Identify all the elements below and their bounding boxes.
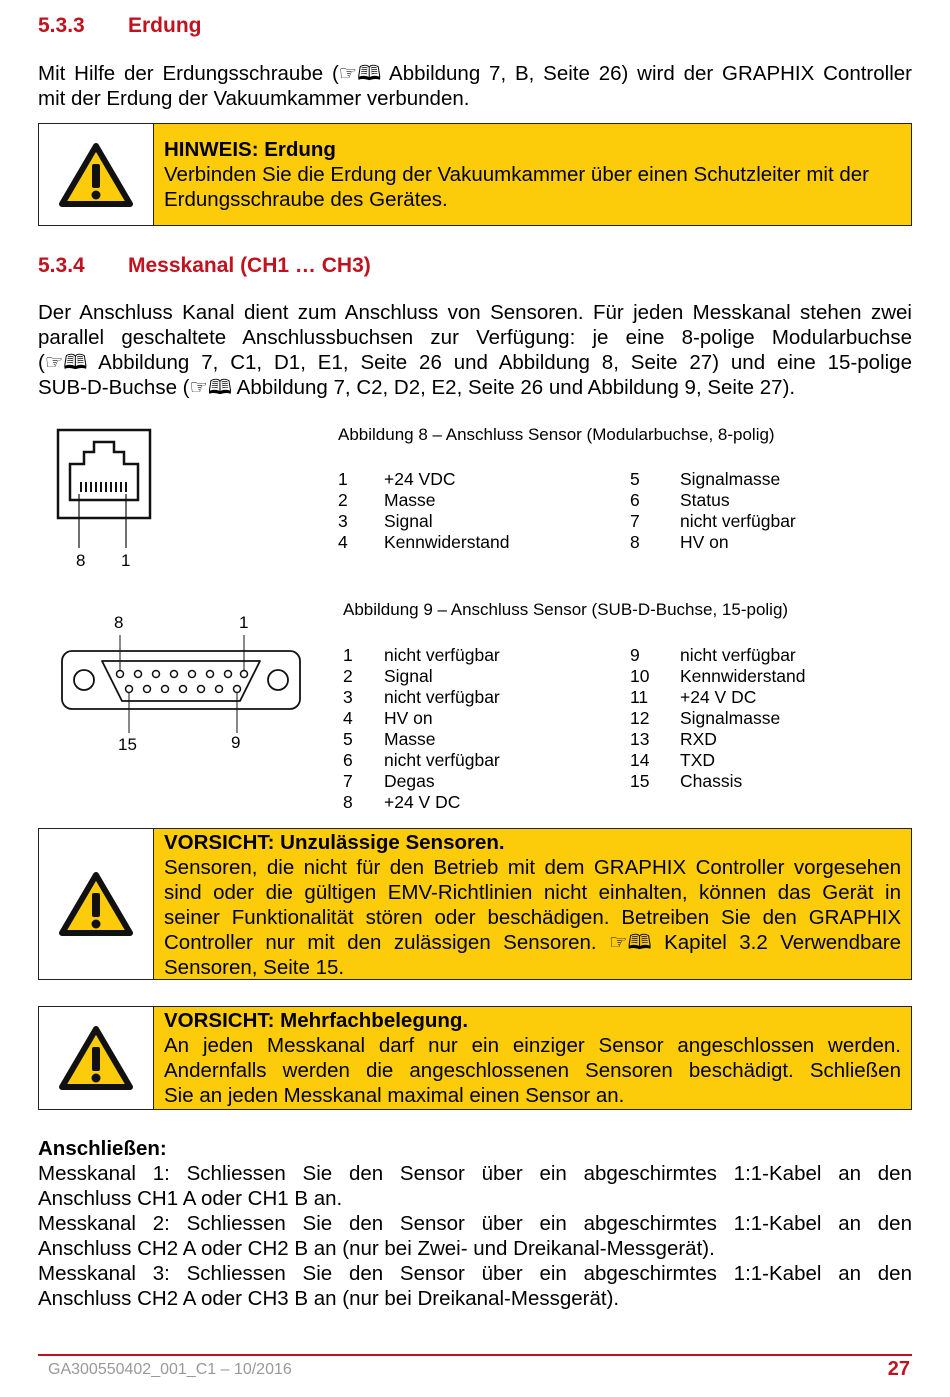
figure8-pins-right (630, 469, 890, 553)
list-item: 6 nicht verfügbar (343, 750, 500, 770)
list-item: 8 +24 V DC (343, 792, 461, 812)
warning-triangle-icon (59, 1025, 133, 1091)
list-item: 11 +24 V DC (630, 687, 757, 707)
channel-paragraph: Der Anschluss Kanal dient zum Anschluss von Sensoren. Für jeden Messkanal stehen zwei parallel geschaltete Anschlussbuchsen zur Verfügung: je eine 8-polige Modularbuchse (☞🕮 Abbildung 7, C1, D1, E1, Seite 26 und Abbildung 8, Seite 27) und eine 15-polige SUB-D-Buchse (☞🕮 Abbildung 7, C2, D2, E2, Seite 26 und Abbildung 9, Seite 27). (38, 301, 912, 399)
pin-label-1: 1 (239, 613, 249, 632)
list-item: 10 Kennwiderstand (630, 666, 806, 686)
list-item: 12 Signalmasse (630, 708, 781, 728)
section-title: Erdung (128, 14, 202, 37)
figure9-pins-right (630, 645, 890, 792)
list-item: 3 nicht verfügbar (343, 687, 500, 707)
section-number: 5.3.3 (38, 14, 85, 37)
list-item: 5 Masse (343, 729, 436, 749)
list-item: 7 nicht verfügbar (630, 511, 796, 531)
page-number: 27 (887, 1358, 910, 1380)
list-item: 7 Degas (343, 771, 435, 791)
list-item: 1 nicht verfügbar (343, 645, 500, 665)
list-item: 3 Signal (338, 511, 433, 531)
pointing-hand-book-icon: ☞🕮 (338, 62, 382, 85)
list-item: 9 nicht verfügbar (630, 645, 796, 665)
connect-title: Anschließen: (38, 1137, 167, 1160)
notice-body: Verbinden Sie die Erdung der Vakuumkammer über einen Schutzleiter mit der Erdungsschraube des Gerätes. (164, 163, 869, 211)
pointing-hand-book-icon: ☞🕮 (189, 376, 233, 399)
caution-multi-box: VORSICHT: Mehrfachbelegung. An jeden Messkanal darf nur ein einziger Sensor angeschlossen werden. Andernfalls werden die angeschlossenen Sensoren beschädigt. Schließen Sie an jeden Messkanal maximal einen Sensor an. (38, 1006, 912, 1110)
footer-divider (38, 1354, 912, 1356)
figure8-caption: Abbildung 8 – Anschluss Sensor (Modularbuchse, 8-polig) (338, 425, 775, 444)
list-item: 8 HV on (630, 532, 729, 552)
connect-section: Anschließen: Messkanal 1: Schliessen Sie den Sensor über ein abgeschirmtes 1:1-Kabel an den Anschluss CH1 A oder CH1 B an. Messkanal 2: Schliessen Sie den Sensor über ein abgeschirmtes 1:1-Kabel an den Anschluss CH2 A oder CH2 B an (nur bei Zwei- und Dreikanal-Messgerät). Messkanal 3: Schliessen Sie den Sensor über ein abgeschirmtes 1:1-Kabel an den Anschluss CH2 A oder CH3 B an (nur bei Dreikanal-Messgerät). (38, 1137, 912, 1310)
list-item: 6 Status (630, 490, 730, 510)
section-title: Messkanal (CH1 … CH3) (128, 254, 371, 277)
list-item: 1 +24 VDC (338, 469, 456, 489)
list-item: 13 RXD (630, 729, 717, 749)
pointing-hand-book-icon: ☞🕮 (44, 351, 88, 374)
subd-figure (50, 605, 310, 765)
list-item: 4 HV on (343, 708, 433, 728)
caution-sensors-box: VORSICHT: Unzulässige Sensoren. Sensoren, die nicht für den Betrieb mit dem GRAPHIX Controller vorgesehen sind oder die gültigen EMV-Richtlinien nicht einhalten, können das Gerät in seiner Funktionalität stören oder beschädigen. Betreiben Sie den GRAPHIX Controller nur mit den zulässigen Sensoren. ☞🕮 Kapitel 3.2 Verwendbare Sensoren, Seite 15. (38, 828, 912, 980)
pin-label-9: 9 (231, 733, 241, 752)
modular-jack-figure (48, 420, 168, 580)
list-item: 14 TXD (630, 750, 715, 770)
figure8-pins-left (338, 469, 598, 553)
pointing-hand-book-icon: ☞🕮 (609, 931, 652, 954)
pin-label-1: 1 (121, 551, 131, 570)
modular-jack-diagram (48, 420, 168, 550)
section-number: 5.3.4 (38, 254, 85, 277)
warning-triangle-icon (59, 871, 133, 937)
intro-paragraph: Mit Hilfe der Erdungsschraube (☞🕮 Abbildung 7, B, Seite 26) wird der GRAPHIX Controller mit der Erdung der Vakuumkammer verbunden. (38, 62, 912, 110)
list-item: 2 Signal (343, 666, 433, 686)
caution-title: VORSICHT: Unzulässige Sensoren. (164, 831, 505, 854)
notice-title: HINWEIS: Erdung (164, 138, 336, 161)
figure9-pins-left (343, 645, 603, 813)
list-item: 15 Chassis (630, 771, 743, 791)
list-item: 2 Masse (338, 490, 436, 510)
list-item: 4 Kennwiderstand (338, 532, 510, 552)
warning-triangle-icon (59, 142, 133, 208)
notice-ground-box (38, 123, 912, 226)
caution-title: VORSICHT: Mehrfachbelegung. (164, 1009, 469, 1032)
pin-label-8: 8 (76, 551, 86, 570)
pin-label-8: 8 (114, 613, 124, 632)
list-item: 5 Signalmasse (630, 469, 781, 489)
pin-label-15: 15 (118, 735, 137, 754)
subd-connector-diagram (50, 605, 310, 765)
footer-doc-id: GA300550402_001_C1 – 10/2016 (48, 1361, 292, 1378)
figure9-caption: Abbildung 9 – Anschluss Sensor (SUB-D-Buchse, 15-polig) (343, 600, 789, 619)
